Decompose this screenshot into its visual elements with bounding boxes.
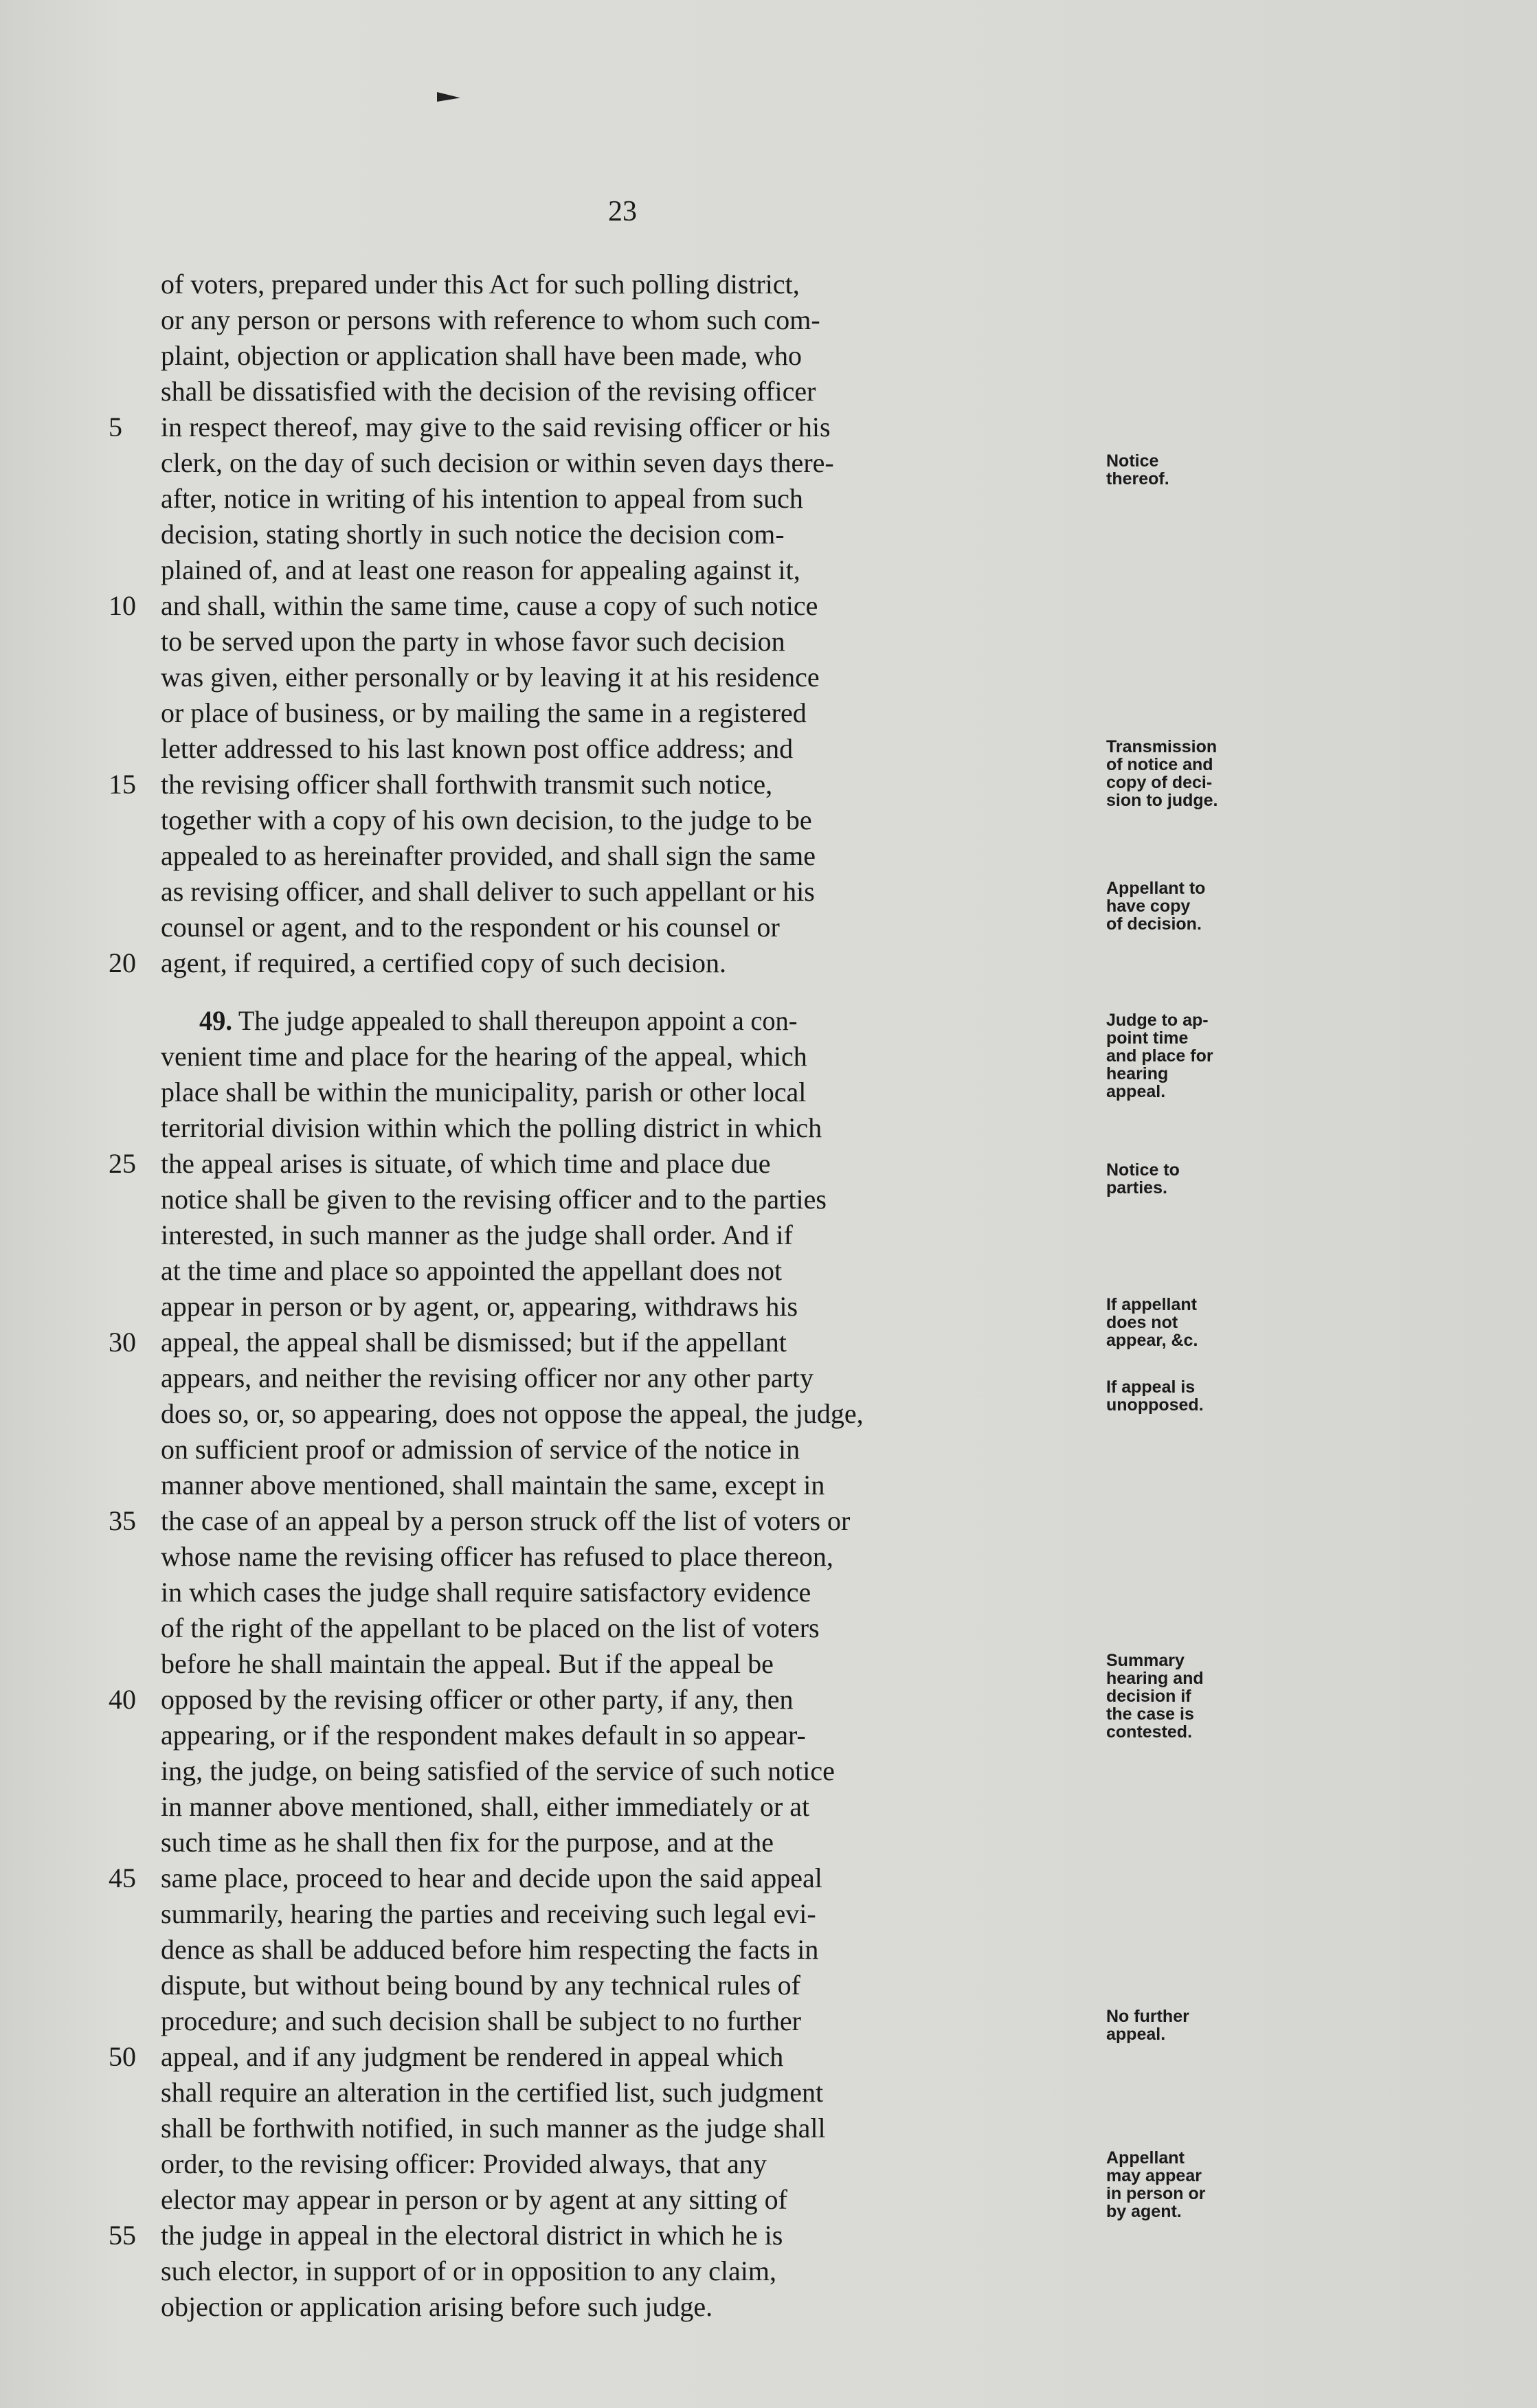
text-line: manner above mentioned, shall maintain the same, except in — [161, 1470, 825, 1500]
margin-note-line: Transmission — [1106, 737, 1218, 756]
text-line: order, to the revising officer: Provided always, that any — [161, 2148, 767, 2179]
text-line: plaint, objection or application shall have been made, who — [161, 340, 803, 371]
section-first-line — [199, 1003, 1095, 1039]
margin-note-line: copy of deci- — [1106, 773, 1213, 792]
text-line: shall require an alteration in the certified list, such judgment — [161, 2077, 824, 2108]
text-line: such time as he shall then fix for the purpose, and at the — [161, 1827, 774, 1858]
text-line: shall be dissatisfied with the decision of the revising officer — [161, 376, 816, 407]
line-number: 50 — [109, 2041, 136, 2072]
text-line: or any person or persons with reference to whom such com- — [161, 304, 820, 335]
text-line: The judge appealed to shall thereupon appoint a con- — [238, 1005, 798, 1036]
text-line: as revising officer, and shall deliver to such appellant or his — [161, 876, 815, 907]
text-line: of the right of the appellant to be placed on the list of voters — [161, 1612, 820, 1643]
text-line: summarily, hearing the parties and receiving such legal evi- — [161, 1898, 816, 1929]
text-line: appeal, the appeal shall be dismissed; but if the appellant — [161, 1327, 787, 1358]
line-number: 30 — [109, 1327, 136, 1358]
margin-note-line: does not — [1106, 1313, 1178, 1332]
margin-note-line: by agent. — [1106, 2202, 1182, 2221]
text-line: such elector, in support of or in opposition to any claim, — [161, 2255, 777, 2286]
margin-note — [1106, 1296, 1264, 1349]
margin-note-line: If appellant — [1106, 1295, 1197, 1314]
section-number: 49. — [199, 1005, 232, 1036]
text-line: appear in person or by agent, or, appearing, withdraws his — [161, 1291, 798, 1322]
text-line: appealed to as hereinafter provided, and shall sign the same — [161, 840, 816, 871]
text-line: or place of business, or by mailing the same in a registered — [161, 697, 807, 728]
line-number: 45 — [109, 1863, 136, 1893]
text-line: the appeal arises is situate, of which time and place due — [161, 1148, 771, 1179]
margin-note — [1106, 738, 1264, 809]
margin-note — [1106, 1652, 1264, 1741]
text-line: appearing, or if the respondent makes default in so appear- — [161, 1720, 806, 1751]
margin-note — [1106, 1011, 1264, 1101]
line-number: 5 — [109, 412, 122, 442]
text-line: shall be forthwith notified, in such manner as the judge shall — [161, 2113, 826, 2143]
margin-note-line: Appellant — [1106, 2148, 1185, 2168]
text-line: and shall, within the same time, cause a copy of such notice — [161, 590, 818, 621]
margin-note-line: Notice to — [1106, 1160, 1180, 1180]
text-line: agent, if required, a certified copy of such decision. — [161, 947, 727, 978]
margin-note — [1106, 1161, 1264, 1197]
margin-note-line: Judge to ap- — [1106, 1011, 1209, 1030]
margin-note-line: decision if — [1106, 1687, 1191, 1706]
margin-note-line: hearing and — [1106, 1669, 1204, 1688]
line-number: 20 — [109, 947, 136, 978]
page-number: 23 — [608, 196, 637, 227]
text-line: territorial division within which the polling district in which — [161, 1112, 822, 1143]
ink-mark — [437, 92, 460, 102]
margin-note — [1106, 1378, 1264, 1414]
margin-note-line: thereof. — [1106, 469, 1169, 488]
margin-note-line: Notice — [1106, 451, 1159, 471]
text-line: venient time and place for the hearing of the appeal, which — [161, 1041, 807, 1072]
margin-note-line: No further — [1106, 2007, 1189, 2026]
margin-note-line: appeal. — [1106, 2025, 1166, 2044]
margin-note-line: and place for — [1106, 1046, 1213, 1066]
text-line: at the time and place so appointed the appellant does not — [161, 1255, 783, 1286]
text-line: dispute, but without being bound by any technical rules of — [161, 1970, 800, 2001]
line-number: 25 — [109, 1148, 136, 1179]
text-line: interested, in such manner as the judge shall order. And if — [161, 1219, 793, 1250]
margin-note-line: appear, &c. — [1106, 1331, 1198, 1350]
text-line: before he shall maintain the appeal. But if the appeal be — [161, 1648, 774, 1679]
line-number: 10 — [109, 590, 136, 621]
margin-note-line: point time — [1106, 1028, 1189, 1048]
line-number: 35 — [109, 1505, 136, 1536]
line-number: 40 — [109, 1684, 136, 1715]
text-line: after, notice in writing of his intention to appeal from such — [161, 483, 803, 514]
margin-note — [1106, 452, 1264, 488]
text-line: appeal, and if any judgment be rendered in appeal which — [161, 2041, 784, 2072]
text-line: in respect thereof, may give to the said revising officer or his — [161, 412, 831, 442]
text-line: objection or application arising before such judge. — [161, 2291, 713, 2322]
margin-note-line: in person or — [1106, 2184, 1206, 2203]
text-line: notice shall be given to the revising officer and to the parties — [161, 1184, 827, 1215]
margin-note-line: unopposed. — [1106, 1395, 1204, 1415]
text-line: the judge in appeal in the electoral district in which he is — [161, 2220, 783, 2251]
margin-note-line: appeal. — [1106, 1082, 1166, 1101]
margin-note-line: have copy — [1106, 897, 1191, 916]
text-line: on sufficient proof or admission of service of the notice in — [161, 1434, 800, 1465]
margin-note-line: hearing — [1106, 1064, 1169, 1083]
margin-note — [1106, 2007, 1264, 2043]
text-line: of voters, prepared under this Act for such polling district, — [161, 269, 800, 300]
text-line: together with a copy of his own decision, to the judge to be — [161, 804, 812, 835]
text-line: does so, or, so appearing, does not oppose the appeal, the judge, — [161, 1398, 864, 1429]
text-line: in manner above mentioned, shall, either immediately or at — [161, 1791, 810, 1822]
margin-note-line: of decision. — [1106, 914, 1202, 934]
margin-note — [1106, 2149, 1264, 2220]
text-line: the case of an appeal by a person struck off the list of voters or — [161, 1505, 851, 1536]
margin-note-line: Summary — [1106, 1651, 1185, 1670]
margin-note-line: the case is — [1106, 1704, 1194, 1724]
text-line: clerk, on the day of such decision or within seven days there- — [161, 447, 834, 478]
text-line: whose name the revising officer has refused to place thereon, — [161, 1541, 833, 1572]
text-line: elector may appear in person or by agent at any sitting of — [161, 2184, 787, 2215]
text-line: same place, proceed to hear and decide upon the said appeal — [161, 1863, 822, 1893]
text-line: plained of, and at least one reason for appealing against it, — [161, 554, 800, 585]
text-line: letter addressed to his last known post office address; and — [161, 733, 794, 764]
text-line: procedure; and such decision shall be subject to no further — [161, 2005, 801, 2036]
text-line: to be served upon the party in whose favor such decision — [161, 626, 785, 657]
margin-note — [1106, 879, 1264, 933]
text-line: the revising officer shall forthwith transmit such notice, — [161, 769, 773, 800]
text-line: decision, stating shortly in such notice the decision com- — [161, 519, 785, 550]
text-line: ing, the judge, on being satisfied of the service of such notice — [161, 1755, 835, 1786]
text-line: counsel or agent, and to the respondent or his counsel or — [161, 912, 780, 943]
line-number: 55 — [109, 2220, 136, 2251]
margin-note-line: sion to judge. — [1106, 791, 1218, 810]
margin-note-line: If appeal is — [1106, 1377, 1196, 1397]
text-line: in which cases the judge shall require satisfactory evidence — [161, 1577, 811, 1608]
margin-note-line: of notice and — [1106, 755, 1213, 774]
margin-note-line: parties. — [1106, 1178, 1167, 1197]
text-line: was given, either personally or by leaving it at his residence — [161, 662, 820, 693]
margin-note-line: Appellant to — [1106, 879, 1206, 898]
line-number: 15 — [109, 769, 136, 800]
text-line: dence as shall be adduced before him respecting the facts in — [161, 1934, 819, 1965]
margin-note-line: contested. — [1106, 1722, 1193, 1742]
text-line: opposed by the revising officer or other party, if any, then — [161, 1684, 794, 1715]
margin-note-line: may appear — [1106, 2166, 1202, 2185]
text-line: appears, and neither the revising officer nor any other party — [161, 1362, 814, 1393]
text-line: place shall be within the municipality, parish or other local — [161, 1077, 807, 1107]
